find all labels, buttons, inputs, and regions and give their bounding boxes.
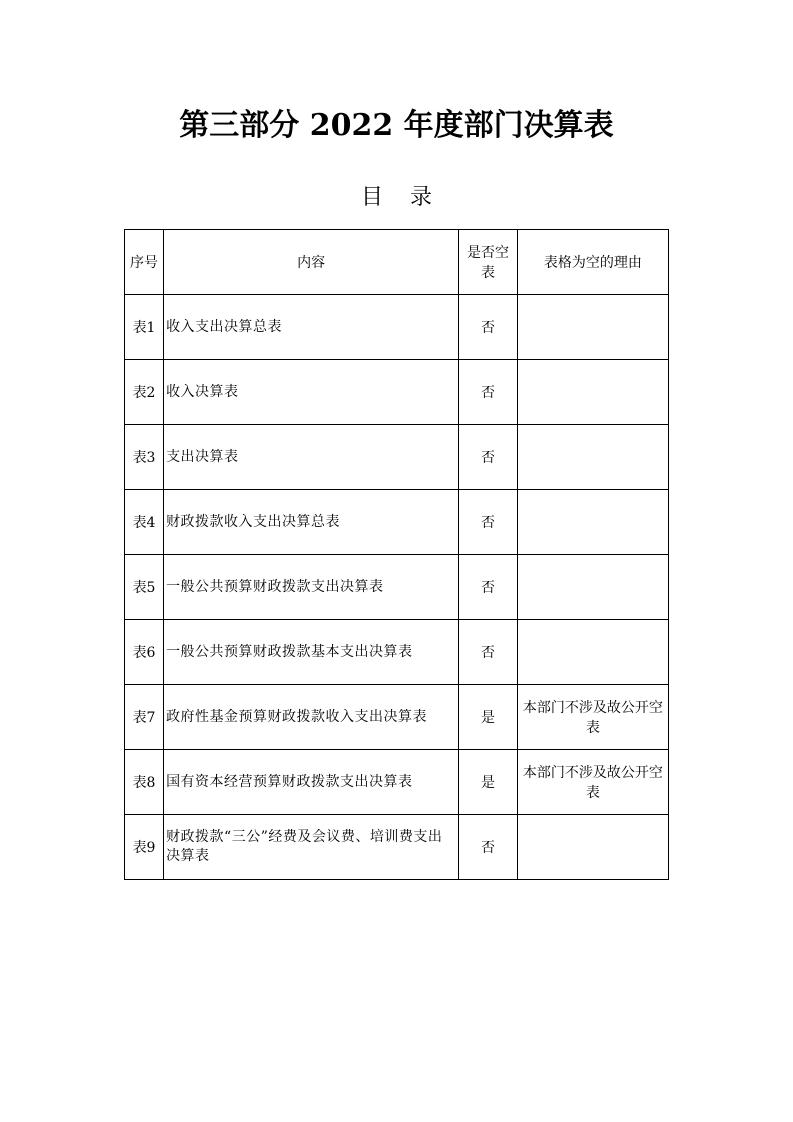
row-content: 一般公共预算财政拨款支出决算表: [164, 555, 459, 620]
header-reason: 表格为空的理由: [517, 230, 668, 295]
row-reason: [517, 620, 668, 685]
table-row: [125, 685, 669, 750]
row-seq: 表1: [125, 295, 164, 360]
table-row: [125, 750, 669, 815]
row-content: 财政拨款“三公”经费及会议费、培训费支出决算表: [164, 815, 459, 880]
row-reason: [517, 815, 668, 880]
row-is-empty: 否: [459, 490, 518, 555]
header-is-empty: 是否空表: [459, 230, 518, 295]
row-content: 政府性基金预算财政拨款收入支出决算表: [164, 685, 459, 750]
toc-table: [124, 229, 669, 880]
row-reason: 本部门不涉及故公开空表: [517, 685, 668, 750]
row-reason: [517, 555, 668, 620]
row-is-empty: 是: [459, 685, 518, 750]
header-content: 内容: [164, 230, 459, 295]
table-row: [125, 360, 669, 425]
row-seq: 表9: [125, 815, 164, 880]
row-is-empty: 否: [459, 620, 518, 685]
row-reason: 本部门不涉及故公开空表: [517, 750, 668, 815]
row-is-empty: 否: [459, 360, 518, 425]
row-reason: [517, 425, 668, 490]
row-seq: 表5: [125, 555, 164, 620]
row-seq: 表4: [125, 490, 164, 555]
row-content: 支出决算表: [164, 425, 459, 490]
row-seq: 表7: [125, 685, 164, 750]
table-header-row: [125, 230, 669, 295]
toc-title: [0, 182, 793, 214]
header-seq: 序号: [125, 230, 164, 295]
toc-title-char-1: 目: [360, 185, 383, 210]
table-row: [125, 815, 669, 880]
row-content: 国有资本经营预算财政拨款支出决算表: [164, 750, 459, 815]
row-content: 收入决算表: [164, 360, 459, 425]
row-seq: 表2: [125, 360, 164, 425]
page-title: 第三部分 2022 年度部门决算表: [179, 108, 614, 143]
row-content: 财政拨款收入支出决算总表: [164, 490, 459, 555]
row-seq: 表6: [125, 620, 164, 685]
row-content: 收入支出决算总表: [164, 295, 459, 360]
table-row: [125, 425, 669, 490]
row-is-empty: 否: [459, 295, 518, 360]
row-is-empty: 否: [459, 555, 518, 620]
row-seq: 表3: [125, 425, 164, 490]
row-seq: 表8: [125, 750, 164, 815]
row-reason: [517, 360, 668, 425]
toc-title-char-2: 录: [410, 185, 433, 210]
row-is-empty: 否: [459, 425, 518, 490]
row-is-empty: 否: [459, 815, 518, 880]
row-reason: [517, 490, 668, 555]
table-row: [125, 295, 669, 360]
row-is-empty: 是: [459, 750, 518, 815]
table-row: [125, 490, 669, 555]
row-reason: [517, 295, 668, 360]
row-content: 一般公共预算财政拨款基本支出决算表: [164, 620, 459, 685]
table-row: [125, 620, 669, 685]
table-row: [125, 555, 669, 620]
